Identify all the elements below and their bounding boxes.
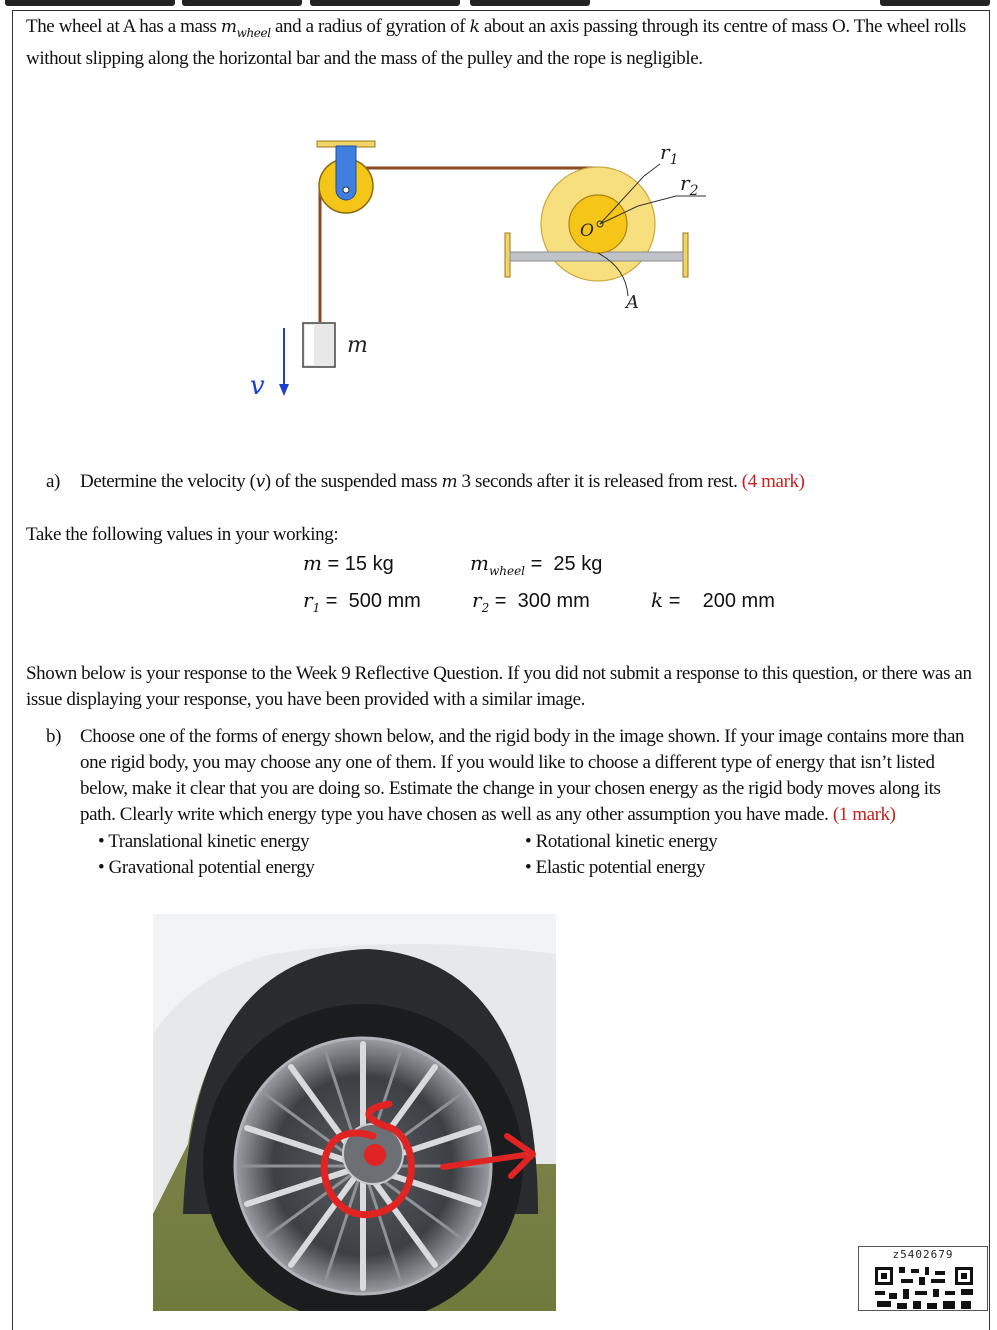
m-label: m — [347, 333, 368, 358]
value-k: k = 200 mm — [651, 588, 775, 612]
question-a-text: Determine the velocity (v) of the suspended mass m 3 seconds after it is released from rest. (4 mark) — [80, 471, 805, 492]
energy-option-3: • Gravational potential energy — [98, 857, 315, 878]
value-r2: $r_2 = 300$ mm — [472, 588, 590, 615]
m-wheel-symbol: $m_{wheel}$ — [220, 17, 271, 40]
v-label: v — [250, 371, 265, 401]
question-b-text: Choose one of the forms of energy shown below, and the rigid body in the image shown. If your image contains more than one rigid body, you may choose any one of them. If you would like to choose a different type of energy that isn’t listed below, make it clear that you are doing so. Estimate the change in your chosen energy as the rigid body moves along its path. Clearly write which energy type you have chosen as well as any other assumption you have made. (1 mark) — [80, 726, 965, 825]
energy-option-4: • Elastic potential energy — [525, 857, 706, 878]
qr-code — [858, 1246, 988, 1311]
question-b-label: b) — [46, 726, 62, 747]
question-b-marks: (1 mark) — [832, 804, 896, 825]
qr-pattern — [873, 1265, 983, 1309]
value-m: m = 15 kg — [303, 551, 394, 575]
question-a-label: a) — [46, 471, 60, 492]
pulley-axle — [343, 187, 349, 193]
response-photo — [153, 914, 556, 1311]
a-label: A — [626, 292, 639, 313]
values-heading: Take the following values in your working: — [26, 524, 339, 545]
r1-label: $r_1$ — [660, 140, 679, 168]
horizontal-bar-left-stop — [505, 233, 510, 277]
r1-leader — [644, 164, 660, 176]
k-symbol: k — [469, 17, 480, 37]
energy-option-1: • Translational kinetic energy — [98, 831, 310, 852]
velocity-arrowhead — [279, 384, 289, 396]
r2-label: $r_2$ — [680, 171, 699, 199]
energy-option-2: • Rotational kinetic energy — [525, 831, 718, 852]
intro-paragraph: The wheel at A has a mass $m_{wheel}$ and a radius of gyration of k about an axis passing through its centre of mass O. The wheel rolls without slipping along the horizontal bar and the mass of the pulley and the rope is negligible. — [26, 16, 966, 69]
question-a-marks: (4 mark) — [741, 471, 805, 492]
o-label: O — [580, 221, 594, 241]
qr-id: z5402679 — [892, 1248, 954, 1261]
car-wheel-photo — [153, 914, 556, 1311]
value-r1: $r_1 = 500$ mm — [303, 588, 421, 615]
horizontal-bar-right-stop — [683, 233, 688, 277]
response-paragraph: Shown below is your response to the Week 9 Reflective Question. If you did not submit a response to this question, or there was an issue displaying your response, you have been provided with a similar image. — [26, 663, 972, 710]
value-m-wheel: $m_{wheel} = 25$ kg — [470, 551, 603, 578]
pulley-wheel-diagram — [0, 0, 997, 460]
